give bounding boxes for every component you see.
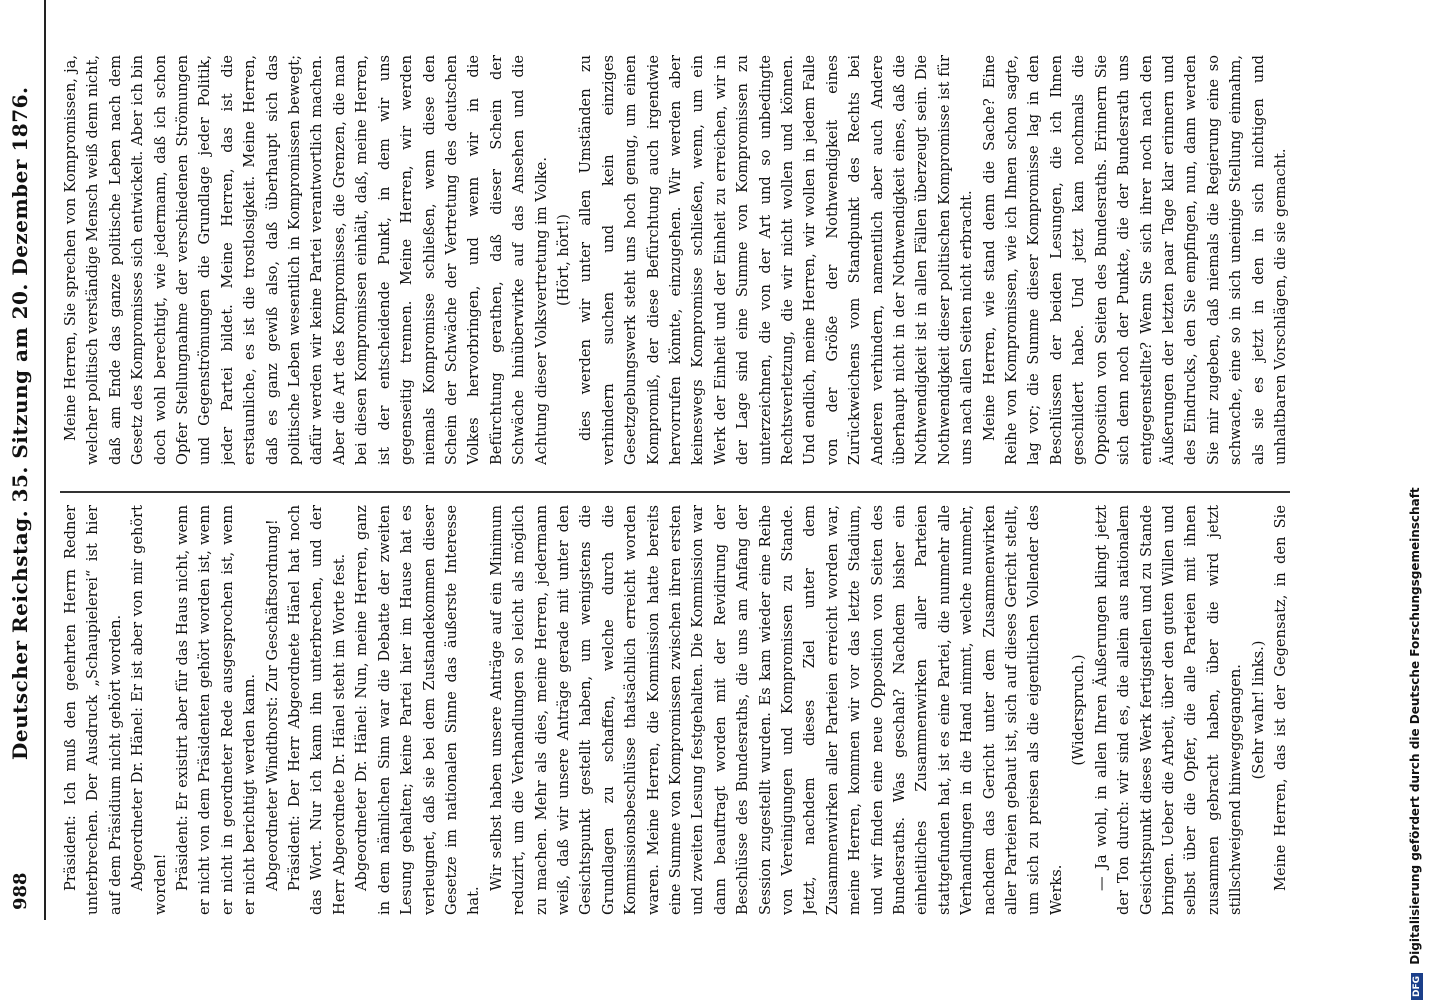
interjection: (Hört, hört!) — [554, 214, 572, 306]
running-head: Deutscher Reichstag. 35. Sitzung am 20. Dezember 1876. — [8, 86, 32, 760]
footer-credit — [1408, 0, 1428, 1000]
paragraph: Meine Herren, Sie sprechen von Kompromissen, ja, welcher politisch verständige Mensch weiß denn nicht, daß am Ende das ganze politische Leben nach dem Gesetz des Kompromisses sich entwickelt. Aber ich bin doch wohl berechtigt, wie jedermann, daß ich schon Opfer Stellungnahme der verschiedenen Strömungen und Gegenströmungen die Grundlage jeder Politik, jeder Partei bildet. Meine Herren, das ist die erstaunliche, es ist die trostlosigkeit. Meine Herren, daß es ganz gewiß also, daß überhaupt sich das politische Leben wesentlich in Kompromissen bewegt; dafür werden wir keine Partei verantwortlich machen. Aber die Art des Kompromisses, die Grenzen, die man bei diesen Kompromissen einhält, daß, meine Herren, ist der entscheidende Punkt, in dem wir uns gegenseitig trennen. Meine Herren, wir werden niemals Kompromisse schließen, wenn diese den Schein der Schwäche der Vertretung des deutschen Volkes hervorbringen, und wenn wir in die Befürchtung gerathen, daß dieser Schein der Schwäche hinüberwirke auf das Ansehen und die Achtung dieser Volksvertretung im Volke. — [62, 55, 550, 465]
interjection: (Widerspruch.) — [1070, 654, 1088, 766]
header-rule — [44, 0, 46, 920]
paragraph: Präsident: Ich muß den geehrten Herrn Redner unterbrechen. Der Ausdruck „Schaupielerei“ ist hier auf dem Präsidium nicht gehört worden. — [62, 505, 124, 915]
paragraph: Präsident: Er existirt aber für das Haus nicht, wenn er nicht von dem Präsidenten gehört worden ist, wenn er nicht in geordneter Rede ausgesprochen ist, wenn er nicht berichtigt werden kann. — [174, 505, 259, 915]
left-column — [60, 505, 1290, 915]
interjection: (Sehr wahr! links.) — [1249, 640, 1267, 780]
page-number: 988 — [10, 872, 31, 910]
dfg-logo-badge: DFG — [1411, 973, 1423, 1000]
paragraph: Abgeordneter Dr. Hänel: Er ist aber von mir gehört worden! — [129, 505, 169, 915]
paragraph: Meine Herren, das ist der Gegensatz, in den Sie — [1271, 505, 1289, 891]
paragraph: Präsident: Der Herr Abgeordnete Hänel hat noch das Wort. Nur ich kann ihn unterbrechen, und der Herr Abgeordnete Dr. Hänel steht im Worte fest. — [286, 505, 348, 915]
paragraph: Abgeordneter Windthorst: Zur Geschäftsordnung! — [263, 519, 281, 891]
footer-text: Digitalisierung gefördert durch die Deutsche Forschungsgemeinschaft — [1408, 487, 1422, 965]
page-header — [6, 10, 36, 910]
paragraph: Meine Herren, wie stand denn die Sache? Eine Reihe von Kompromissen, wie ich Ihnen schon sagte, lag vor; die Summe dieser Kompromisse lag in den Beschlüssen der beiden Lesungen, die ich Ihnen geschildert habe. Und jetzt kam nochmals die Opposition von Seiten des Bundesraths. Erinnern Sie sich denn noch der Punkte, die der Bundesrath uns entgegenstellte? Wenn Sie sich ihrer noch nach den Äußerungen der letzten paar Tage klar erinnern und des Eindrucks, den Sie empfingen, nun, dann werden Sie mir zugeben, daß niemals die Regierung eine so schwache, eine so in sich uneinige Stellung einnahm, als sie es jetzt in den in sich nichtigen und unhaltbaren Vorschlägen, die sie gemacht. — [980, 55, 1289, 465]
paragraph: Wir selbst haben unsere Anträge auf ein Minimum reduzirt, um die Verhandlungen so leicht als möglich zu machen. Mehr als dies, meine Herren, jedermann weiß, daß wir unsere Anträge gerade mit unter den Gesichtspunkt gestellt haben, um wenigstens die Grundlagen zu schaffen, welche durch die Kommissionsbeschlüsse thatsächlich erreicht worden waren. Meine Herren, die Kommission hatte bereits eine Summe von Kompromissen zwischen ihren ersten und zweiten Lesung festgehalten. Die Kommission war dann beauftragt worden mit der Revidirung der Beschlüsse des Bundesraths, die uns am Anfang der Session zugestellt wurden. Es kam wieder eine Reihe von Vereinigungen und Kompromissen zu Stande. Jetzt, nachdem dieses Ziel unter dem Zusammenwirken aller Parteien erreicht worden war, meine Herren, kommen wir vor das letzte Stadium, und wir finden eine neue Opposition von Seiten des Bundesraths. Was geschah? Nachdem bisher ein einheitliches Zusammenwirken aller Parteien stattgefunden hat, ist es eine Partei, die nunmehr alle Verhandlungen in die Hand nimmt, welche nunmehr, nachdem das Gericht unter dem Zusammenwirken aller Parteien gebaut ist, sich auf dieses Gericht stellt, um sich zu preisen als die eigentlichen Vollender des Werks. — [487, 505, 1065, 915]
paragraph: — Ja wohl, in allen Ihren Äußerungen klingt jetzt der Ton durch: wir sind es, die allein aus nationalem Gesichtspunkt dieses Werk fertigstellen und zu Stande bringen. Ueber die Arbeit, über den guten Willen und selbst über die Opfer, die alle Parteien mit ihnen zusammen gebracht haben, über die wird jetzt stillschweigend hinweggegangen. — [1092, 505, 1245, 915]
paragraph: Abgeordneter Dr. Hänel: Nun, meine Herren, ganz in dem nämlichen Sinn war die Debatte der zweiten Lesung gehalten; keine Partei hier im Hause hat es verleugnet, daß sie bei dem Zustandekommen dieser Gesetze im nationalen Sinne das äußerste Interesse hat. — [353, 505, 483, 915]
right-column — [60, 55, 1290, 465]
column-divider — [60, 491, 1290, 493]
paragraph: dies werden wir unter allen Umständen zu verhindern suchen und kein einziges Gesetzgebungswerk steht uns hoch genug, um einen Kompromiß, der diese Befürchtung auch irgendwie hervorrufen könnte, einzugehen. Wir werden aber keineswegs Kompromisse schließen, wenn, um ein Werk der Einheit und der Einheit zu erreichen, wir in der Lage sind eine Summe von Kompromissen zu unterzeichnen, die von der Art und so unbedingte Rechtsverletzung, die wir nicht wollen und können. Und endlich, meine Herren, wir wollen in jedem Falle von der Größe der Nothwendigkeit eines Zurückweichens vom Standpunkt des Rechts bei Anderen verhindern, namentlich aber auch Andere überhaupt nicht in der Nothwendigkeit eines, daß die Nothwendigkeit ist in allen Fällen überzeugt sein. Die Nothwendigkeit dieser politischen Kompromisse ist für uns nach allen Seiten nicht erbracht. — [577, 55, 976, 465]
